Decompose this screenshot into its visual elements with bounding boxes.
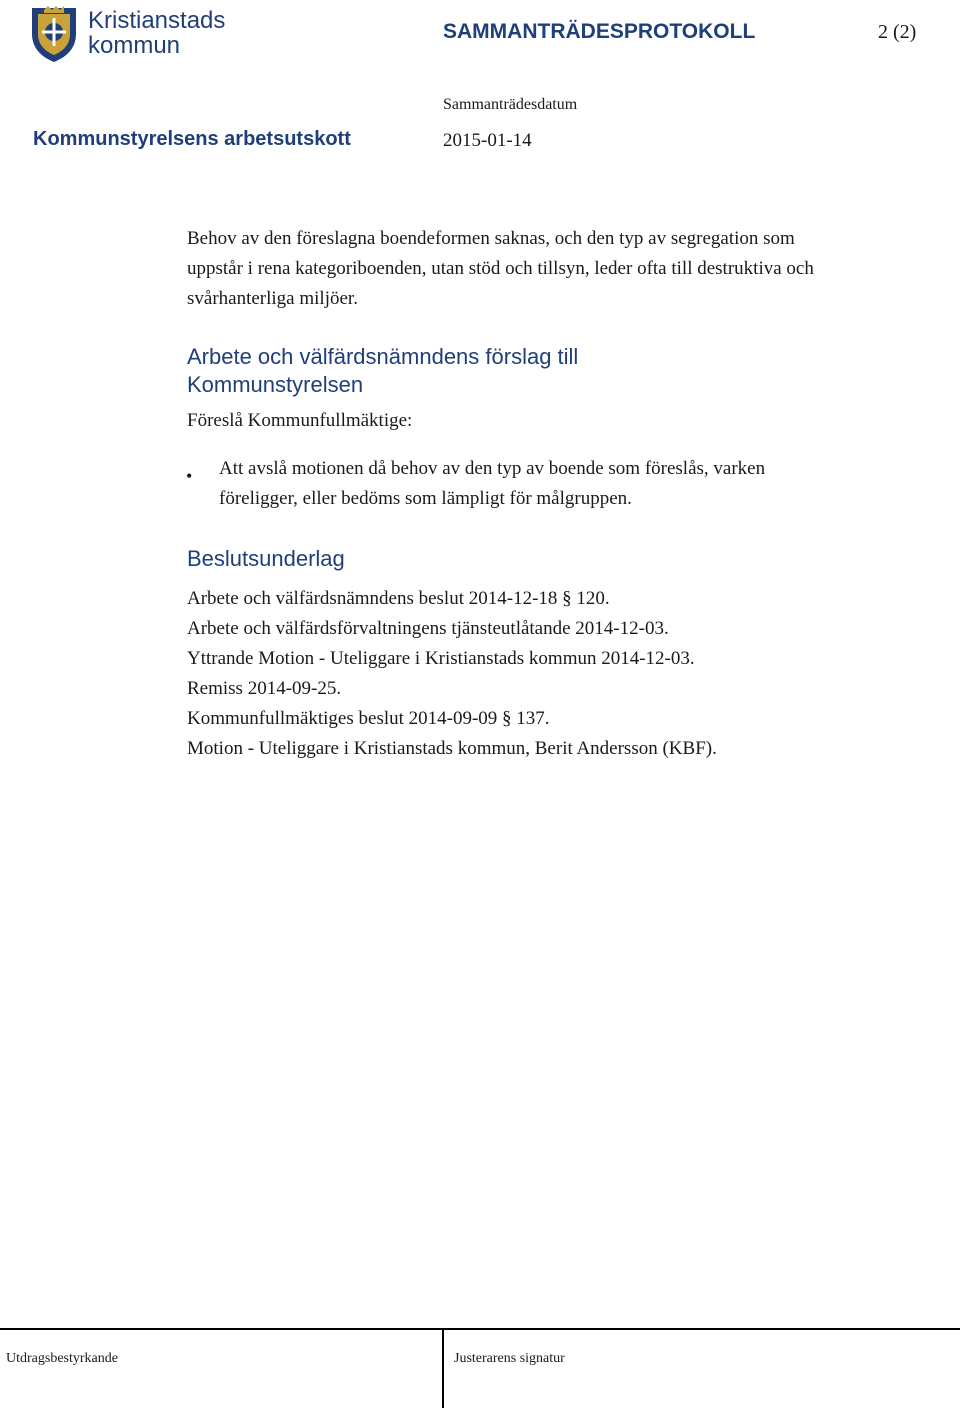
meeting-date: 2015-01-14 — [443, 130, 532, 151]
logo-text-line1: Kristianstads — [88, 7, 226, 34]
list-item: Arbete och välfärdsförvaltningens tjänsteutlåtande 2014-12-03. — [187, 618, 669, 639]
list-item: Motion - Uteliggare i Kristianstads kommun, Berit Andersson (KBF). — [187, 738, 717, 759]
intro-paragraph: Behov av den föreslagna boendeformen saknas, och den typ av segregation som uppstår i rena kategoriboenden, utan stöd och tillsyn, leder ofta till destruktiva och svårhanterliga miljöer. — [187, 228, 814, 309]
list-item: Remiss 2014-09-25. — [187, 678, 342, 699]
date-label: Sammanträdesdatum — [443, 96, 578, 113]
list-item: Yttrande Motion - Uteliggare i Kristianstads kommun 2014-12-03. — [187, 648, 695, 669]
document-type: SAMMANTRÄDESPROTOKOLL — [443, 20, 756, 43]
beslut-list — [187, 584, 717, 764]
coat-of-arms-icon — [28, 4, 80, 64]
proposal-heading: Arbete och välfärdsnämndens förslag till Kommunstyrelsen — [187, 344, 579, 397]
list-item: Kommunfullmäktiges beslut 2014-09-09 § 137. — [187, 708, 550, 729]
footer-utdragsbestyrkande: Utdragsbestyrkande — [6, 1351, 118, 1366]
proposal-bullet: Att avslå motionen då behov av den typ av boende som föreslås, varken föreligger, eller bedöms som lämpligt för målgruppen. — [219, 458, 766, 509]
logo-text-line2: kommun — [88, 32, 181, 59]
footer-divider-line — [0, 1328, 960, 1330]
list-item: Arbete och välfärdsnämndens beslut 2014-12-18 § 120. — [187, 588, 610, 609]
page-number: 2 (2) — [878, 21, 917, 43]
committee-name: Kommunstyrelsens arbetsutskott — [33, 128, 351, 150]
beslut-heading: Beslutsunderlag — [187, 546, 345, 571]
footer-vertical-divider — [442, 1328, 444, 1408]
proposal-lead: Föreslå Kommunfullmäktige: — [187, 410, 413, 431]
bullet-icon: • — [186, 466, 193, 486]
footer-justerarens-signatur: Justerarens signatur — [454, 1351, 565, 1366]
